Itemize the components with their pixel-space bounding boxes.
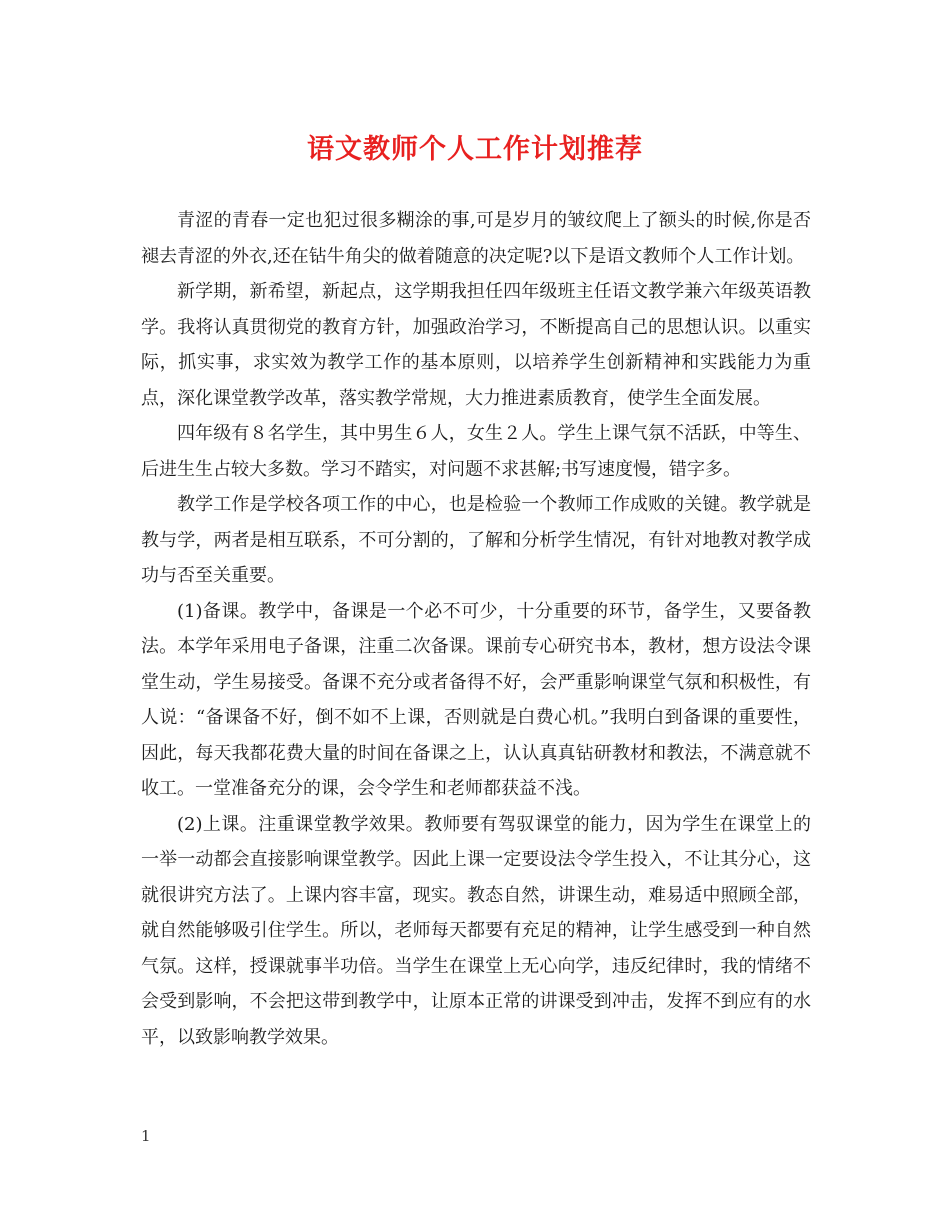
paragraph-intro: 青涩的青春一定也犯过很多糊涂的事,可是岁月的皱纹爬上了额头的时候,你是否褪去青涩的外衣,还在钻牛角尖的做着随意的决定呢?以下是语文教师个人工作计划。 (141, 210, 811, 267)
paragraph-lesson-prep: (1)备课。教学中，备课是一个必不可少，十分重要的环节，备学生，又要备教法。本学年采用电子备课，注重二次备课。课前专心研究书本，教材，想方设法令课堂生动，学生易接受。备课不充分或者备得不好，会严重影响课堂气氛和积极性，有人说：“备课备不好，倒不如不上课，否则就是白费心机。”我明白到备课的重要性，因此，每天我都花费大量的时间在备课之上，认认真真钻研教材和教法，不满意就不收工。一堂准备充分的课，会令学生和老师都获益不浅。 (141, 600, 811, 799)
document-title: 语文教师个人工作计划推荐 (307, 134, 643, 165)
page-number: 1 (141, 1127, 151, 1145)
document-body (141, 203, 811, 1055)
paragraph-students: 四年级有８名学生，其中男生６人，女生２人。学生上课气氛不活跃，中等生、后进生生占较大多数。学习不踏实，对问题不求甚解;书写速度慢，错字多。 (141, 423, 811, 480)
paragraph-class: (2)上课。注重课堂教学效果。教师要有驾驭课堂的能力，因为学生在课堂上的一举一动都会直接影响课堂教学。因此上课一定要设法令学生投入，不让其分心，这就很讲究方法了。上课内容丰富，现实。教态自然，讲课生动，难易适中照顾全部，就自然能够吸引住学生。所以，老师每天都要有充足的精神，让学生感受到一种自然气氛。这样，授课就事半功倍。当学生在课堂上无心向学，违反纪律时，我的情绪不会受到影响，不会把这带到教学中，让原本正常的讲课受到冲击，发挥不到应有的水平，以致影响教学效果。 (141, 813, 811, 1048)
paragraph-goals: 新学期，新希望，新起点，这学期我担任四年级班主任语文教学兼六年级英语教学。我将认真贯彻党的教育方针，加强政治学习，不断提高自己的思想认识。以重实际，抓实事，求实效为教学工作的基本原则，以培养学生创新精神和实践能力为重点，深化课堂教学改革，落实教学常规，大力推进素质教育，使学生全面发展。 (141, 281, 811, 409)
paragraph-teaching: 教学工作是学校各项工作的中心，也是检验一个教师工作成败的关键。教学就是教与学，两者是相互联系，不可分割的，了解和分析学生情况，有针对地教对教学成功与否至关重要。 (141, 494, 811, 586)
